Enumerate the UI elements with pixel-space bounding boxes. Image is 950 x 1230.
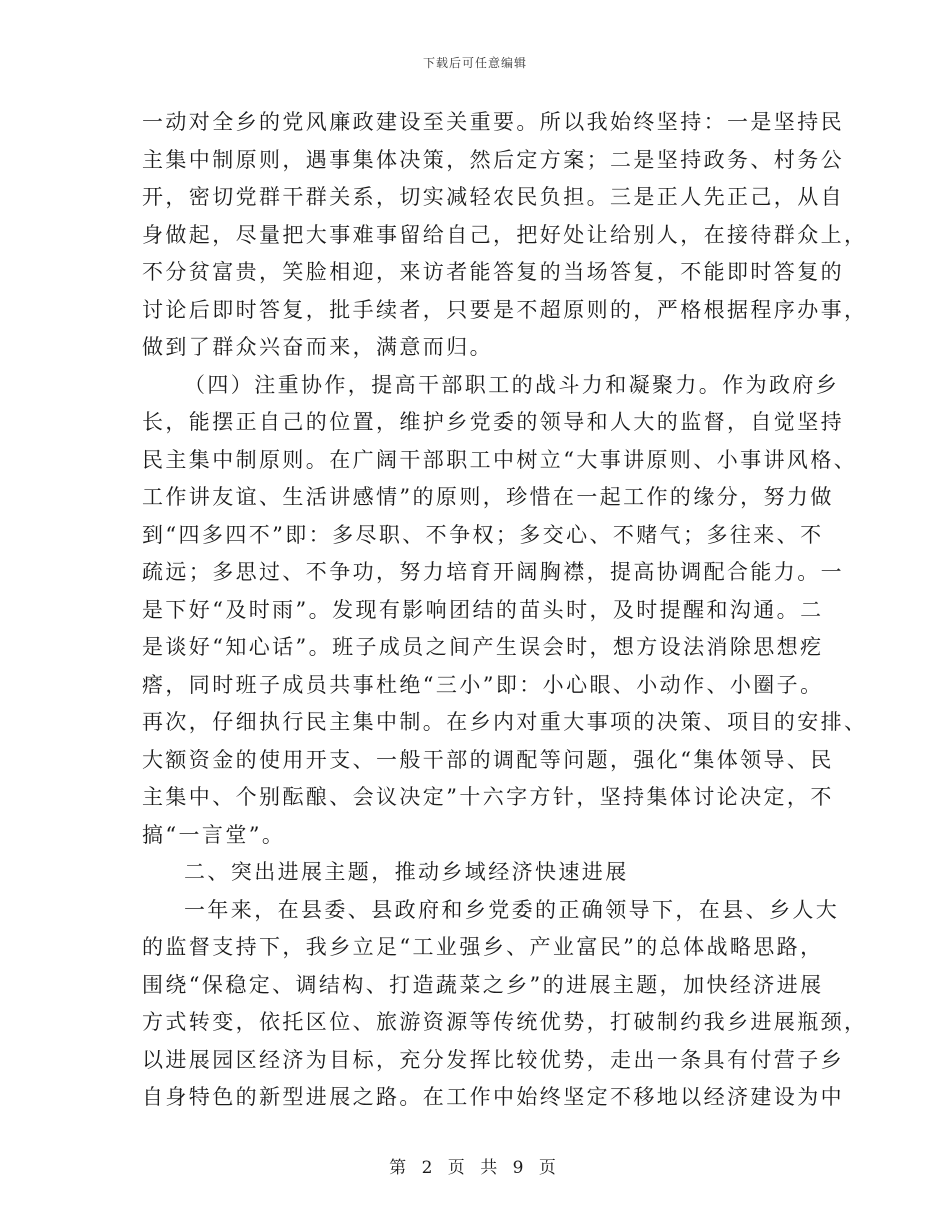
- text-line: 不分贫富贵，笑脸相迎，来访者能答复的当场答复，不能即时答复的: [142, 260, 844, 284]
- text-line: 主集中、个别酝酿、会议决定”十六字方针，坚持集体讨论决定，不: [142, 785, 834, 809]
- text-line: 主集中制原则，遇事集体决策，然后定方案；二是坚持政务、村务公: [142, 147, 844, 172]
- text-line: 搞“一言堂”。: [142, 822, 286, 847]
- page-number: 第 2 页 共 9 页: [389, 1158, 561, 1178]
- document-body: [142, 104, 868, 1117]
- text-line: 一动对全乡的党风廉政建设至关重要。所以我始终坚持：一是坚持民: [142, 110, 844, 134]
- text-line: 讨论后即时答复，批手续者，只要是不超原则的，严格根据程序办事，: [142, 297, 868, 322]
- text-line: 自身特色的新型进展之路。在工作中始终坚定不移地以经济建设为中: [142, 1085, 844, 1109]
- text-line: 是谈好“知心话”。班子成员之间产生误会时，想方设法消除思想疙: [142, 635, 824, 659]
- text-line: 到“四多四不”即：多尽职、不争权；多交心、不赌气；多往来、不: [142, 522, 824, 547]
- page-header: 下载后可任意编辑: [422, 56, 527, 70]
- text-line: 做到了群众兴奋而来，满意而归。: [142, 335, 493, 359]
- text-line: 以进展园区经济为目标，充分发挥比较优势，走出一条具有付营子乡: [142, 1047, 844, 1072]
- text-line: 工作讲友谊、生活讲感情”的原则，珍惜在一起工作的缘分，努力做: [142, 485, 834, 509]
- text-line: 是下好“及时雨”。发现有影响团结的苗头时，及时提醒和沟通。二: [142, 597, 824, 622]
- text-line: 围绕“保稳定、调结构、打造蔬菜之乡”的进展主题，加快经济进展: [142, 972, 824, 997]
- text-line: 方式转变，依托区位、旅游资源等传统优势，打破制约我乡进展瓶颈，: [142, 1010, 868, 1034]
- text-line: 二、突出进展主题，推动乡域经济快速进展: [184, 860, 629, 884]
- text-line: 再次，仔细执行民主集中制。在乡内对重大事项的决策、项目的安排、: [142, 710, 868, 734]
- text-line: 大额资金的使用开支、一般干部的调配等问题，强化“集体领导、民: [142, 747, 834, 772]
- text-line: 民主集中制原则。在广阔干部职工中树立“大事讲原则、小事讲风格、: [142, 447, 858, 472]
- text-line: 身做起，尽量把大事难事留给自己，把好处让给别人，在接待群众上，: [142, 222, 868, 247]
- text-line: 开，密切党群干群关系，切实减轻农民负担。三是正人先正己，从自: [142, 185, 844, 209]
- text-line: 疏远；多思过、不争功，努力培育开阔胸襟，提高协调配合能力。一: [142, 560, 844, 584]
- text-line: 长，能摆正自己的位置，维护乡党委的领导和人大的监督，自觉坚持: [142, 410, 844, 434]
- text-line: （四）注重协作，提高干部职工的战斗力和凝聚力。作为政府乡: [184, 372, 840, 397]
- text-line: 瘩，同时班子成员共事杜绝“三小”即：小心眼、小动作、小圈子。: [142, 672, 824, 697]
- text-line: 的监督支持下，我乡立足“工业强乡、产业富民”的总体战略思路，: [142, 935, 824, 959]
- text-line: 一年来，在县委、县政府和乡党委的正确领导下，在县、乡人大: [184, 897, 840, 922]
